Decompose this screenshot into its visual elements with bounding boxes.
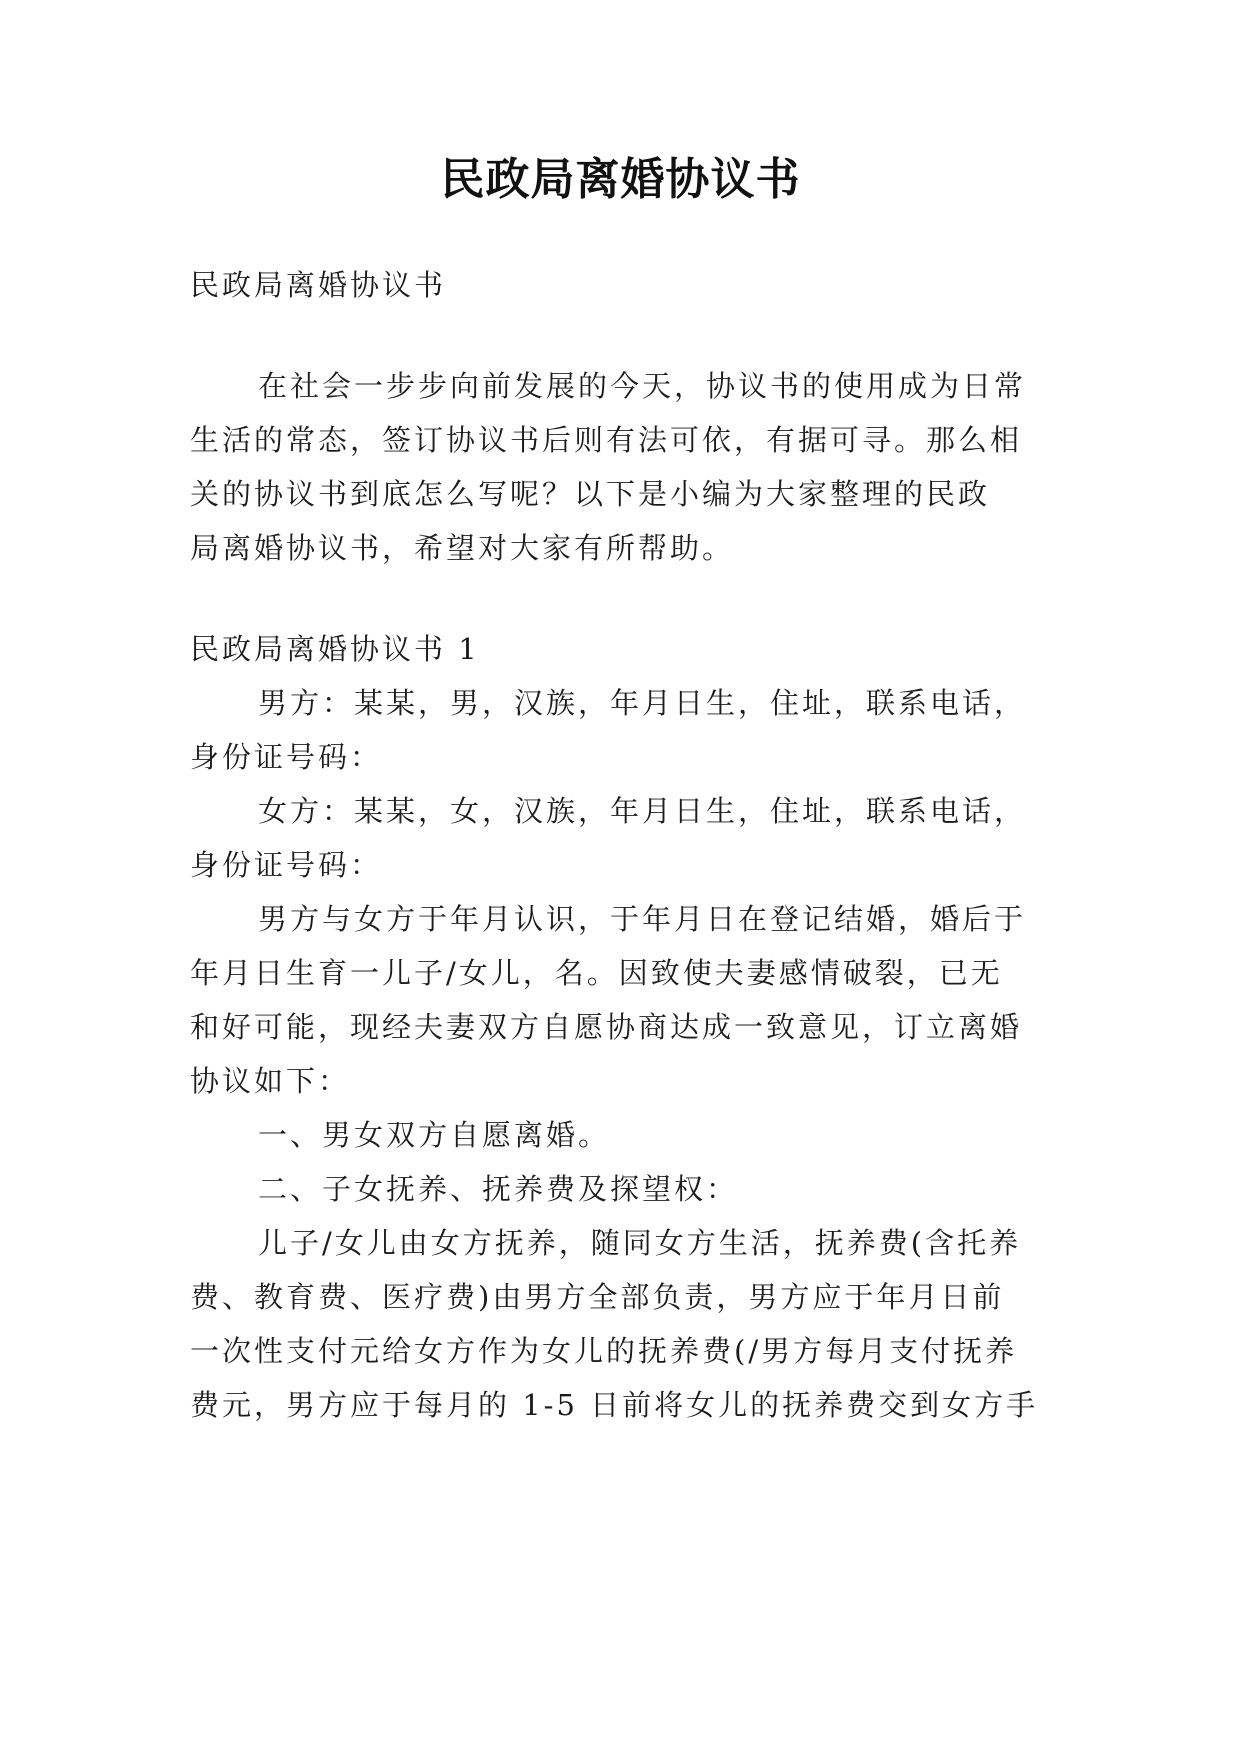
female-party-line: 身份证号码： — [190, 848, 383, 882]
background-line: 男方与女方于年月认识，于年月日在登记结婚，婚后于 — [258, 902, 1027, 936]
custody-line: 一次性支付元给女方作为女儿的抚养费(/男方每月支付抚养 — [190, 1334, 1018, 1368]
background-line: 年月日生育一儿子/女儿，名。因致使夫妻感情破裂，已无 — [190, 956, 1003, 990]
intro-line: 生活的常态，签订协议书后则有法可依，有据可寻。那么相 — [190, 423, 1023, 457]
clause-2: 二、子女抚养、抚养费及探望权： — [258, 1172, 739, 1206]
male-party-line: 身份证号码： — [190, 740, 383, 774]
female-party-line: 女方：某某，女，汉族，年月日生，住址，联系电话， — [258, 794, 1027, 828]
document-title: 民政局离婚协议书 — [440, 154, 801, 205]
background-line: 协议如下： — [190, 1064, 351, 1098]
background-line: 和好可能，现经夫妻双方自愿协商达成一致意见，订立离婚 — [190, 1010, 1023, 1044]
custody-line: 费元，男方应于每月的 1-5 日前将女儿的抚养费交到女方手 — [190, 1388, 1039, 1422]
intro-line: 在社会一步步向前发展的今天，协议书的使用成为日常 — [258, 369, 1027, 403]
intro-line: 局离婚协议书，希望对大家有所帮助。 — [190, 531, 735, 565]
male-party-line: 男方：某某，男，汉族，年月日生，住址，联系电话， — [258, 686, 1027, 720]
custody-line: 儿子/女儿由女方抚养，随同女方生活，抚养费(含托养 — [258, 1226, 1022, 1260]
custody-line: 费、教育费、医疗费)由男方全部负责，男方应于年月日前 — [190, 1280, 1005, 1314]
section-heading: 民政局离婚协议书 1 — [190, 632, 480, 666]
clause-1: 一、男女双方自愿离婚。 — [258, 1118, 611, 1152]
intro-line: 关的协议书到底怎么写呢？以下是小编为大家整理的民政 — [190, 477, 991, 511]
document-subtitle: 民政局离婚协议书 — [190, 268, 447, 302]
